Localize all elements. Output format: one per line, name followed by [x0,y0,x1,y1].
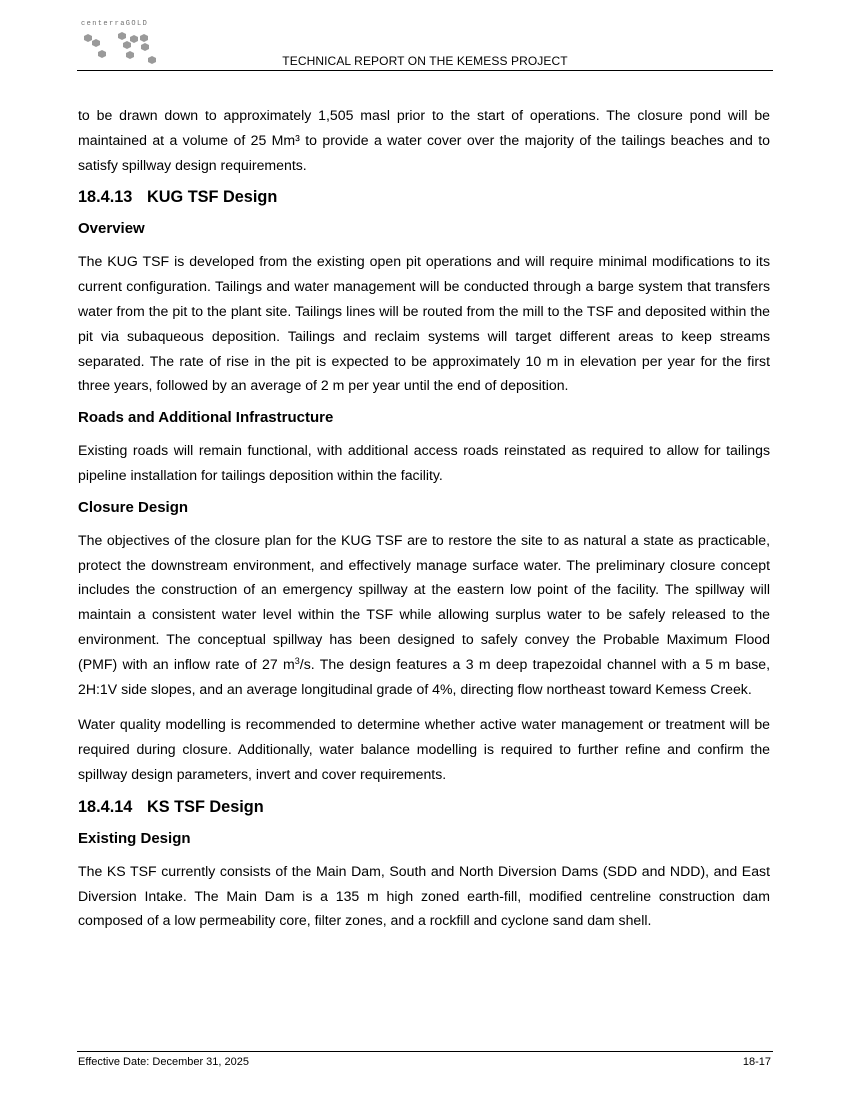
subheading-existing-design: Existing Design [78,829,191,847]
section-title: KUG TSF Design [147,188,278,207]
page-footer [77,1051,773,1068]
roads-paragraph: Existing roads will remain functional, with additional access roads reinstated as required to allow for tailings pipeline installation for tailings deposition within the facility. [78,442,770,483]
page-header [77,18,773,71]
page-body [78,103,770,941]
subheading-overview: Overview [78,220,145,238]
closure-text-part-1: The objectives of the closure plan for the KUG TSF are to restore the site to as natural a state as practicable, protect the downstream environment, and effectively manage surface water. The preliminary closure concept includes the construction of an emergency spillway at the eastern low point of the facility. The spillway will maintain a consistent water level within the TSF while allowing surplus water to be safely released to the environment. The conceptual spillway has been designed to safely convey the Probable Maximum Flood (PMF) with an inflow rate of 27 m [78,531,770,672]
closure-text-part-2: /s. The design features a 3 m deep trapezoidal channel with a 5 m base, 2H:1V side slopes, and an average longitudinal grade of 4%, directing flow northeast toward Kemess Creek. [78,655,770,697]
effective-date: Effective Date: December 31, 2025 [78,1056,250,1068]
subheading-roads: Roads and Additional Infrastructure [78,409,334,427]
section-heading-kug-tsf [78,185,770,209]
closure-paragraph [78,528,770,702]
page-number: 18-17 [742,1056,771,1068]
report-title: TECHNICAL REPORT ON THE KEMESS PROJECT [282,54,568,68]
intro-paragraph: to be drawn down to approximately 1,505 masl prior to the start of operations. The closure pond will be maintained at a volume of 25 Mm³ to provide a water cover over the majority of the tailings beaches and to satisfy spillway design requirements. [78,107,770,173]
section-title: KS TSF Design [147,797,264,816]
overview-paragraph: The KUG TSF is developed from the existing open pit operations and will require minimal modifications to its current configuration. Tailings and water management will be conducted through a barge system that transfers water from the pit to the plant site. Tailings lines will be routed from the mill to the TSF and deposited within the pit via subaqueous deposition. Tailings and reclaim systems will target different areas to keep streams separated. The rate of rise in the pit is expected to be approximately 10 m in elevation per year for the first three years, followed by an average of 2 m per year until the end of deposition. [78,253,770,394]
section-number: 18.4.13 [78,188,133,207]
logo-wordmark: centerraGOLD [81,20,149,28]
section-heading-ks-tsf [78,795,770,819]
water-modelling-paragraph: Water quality modelling is recommended to determine whether active water management or treatment will be required during closure. Additionally, water balance modelling is required to further refine and confirm the spillway design parameters, invert and cover requirements. [78,716,770,782]
superscript: 3 [294,655,300,666]
subheading-closure-design: Closure Design [78,498,189,516]
existing-design-paragraph: The KS TSF currently consists of the Main Dam, South and North Diversion Dams (SDD and NDD), and East Diversion Intake. The Main Dam is a 135 m high zoned earth-fill, modified centreline construction dam composed of a low permeability core, filter zones, and a rockfill and cyclone sand dam shell. [78,862,770,929]
section-number: 18.4.14 [78,797,133,816]
